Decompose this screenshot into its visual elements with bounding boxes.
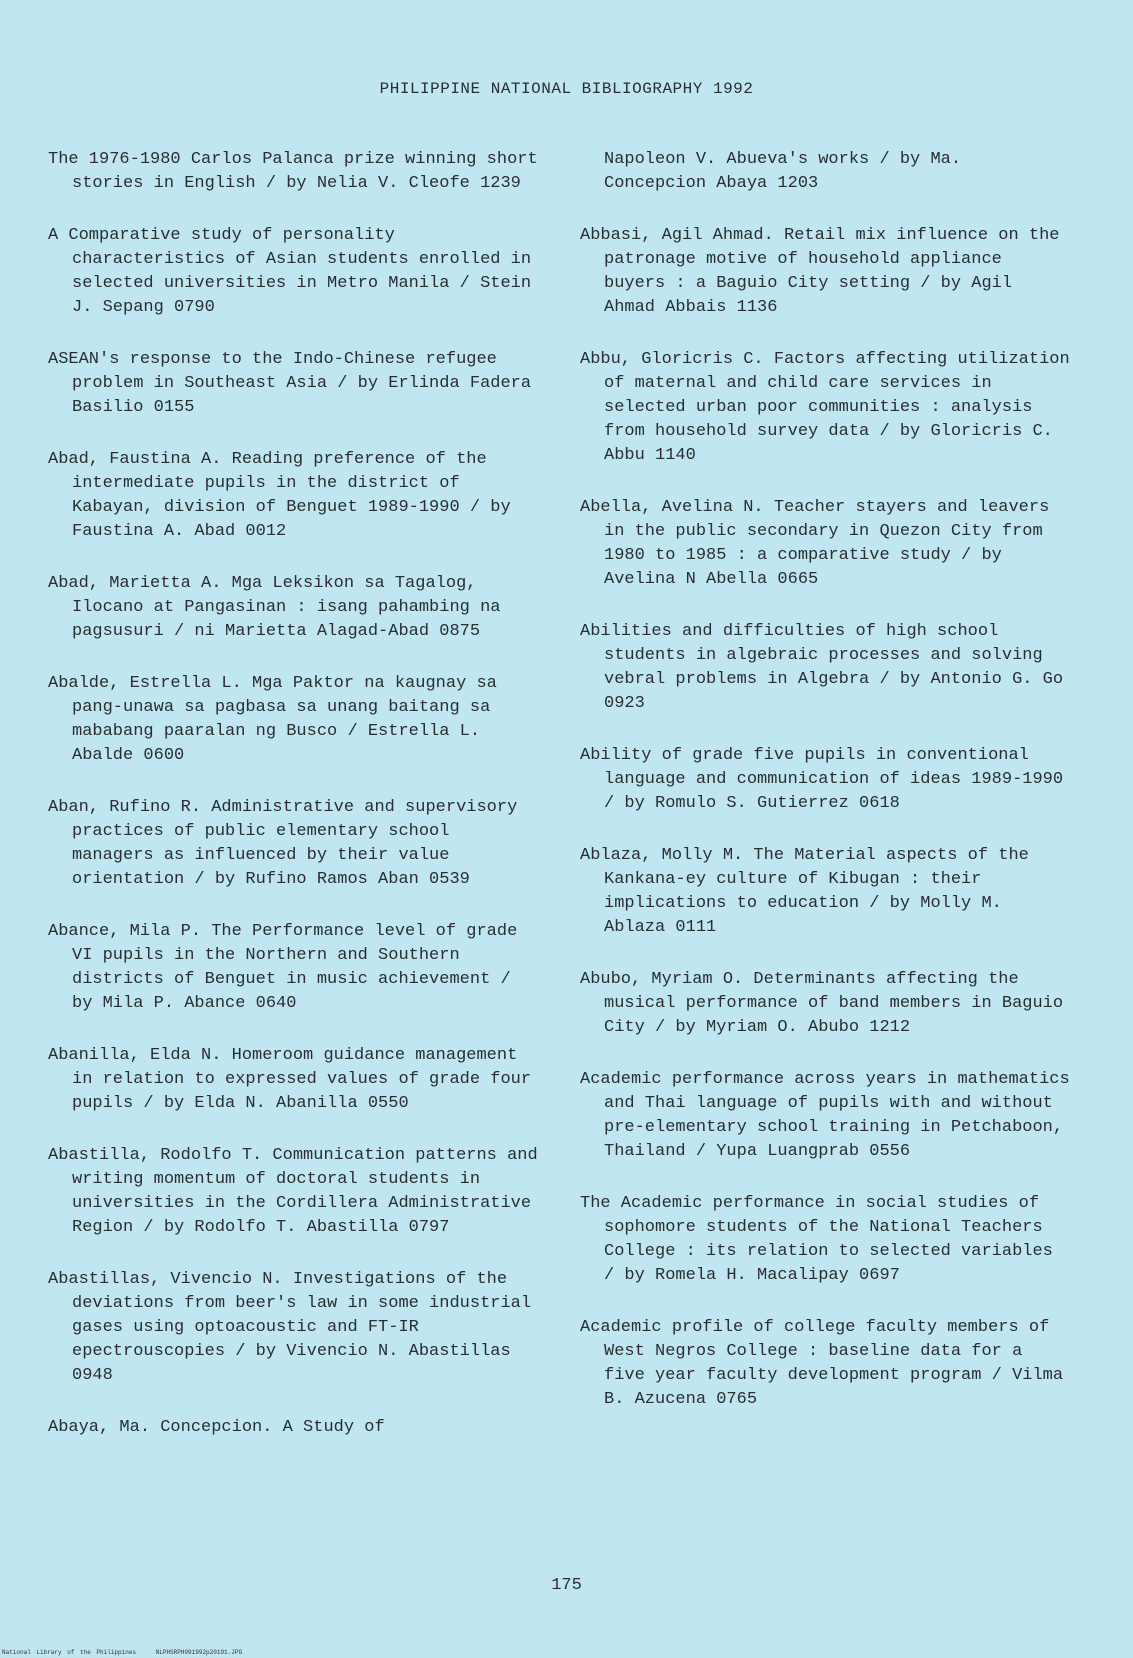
bibliography-entry: Abastillas, Vivencio N. Investigations of the deviations from beer's law in some industrial gases using optoacoustic and FT-IR epectrouscopies / by Vivencio N. Abastillas 0948: [48, 1270, 532, 1385]
right-column: [580, 148, 1072, 1412]
bibliography-entry: Abad, Marietta A. Mga Leksikon sa Tagalog, Ilocano at Pangasinan : isang pahambing na pagsusuri / ni Marietta Alagad-Abad 0875: [48, 574, 501, 641]
bibliography-entry: A Comparative study of personality characteristics of Asian students enrolled in selected universities in Metro Manila / Stein J. Sepang 0790: [48, 226, 532, 317]
left-column: [48, 148, 540, 1440]
footer-file: NLPHSRPH091992p20191.JPG: [155, 1649, 243, 1656]
page-header: PHILIPPINE NATIONAL BIBLIOGRAPHY 1992: [379, 80, 754, 98]
scan-footer: [2, 1649, 256, 1656]
bibliography-entry: Academic profile of college faculty members of West Negros College : baseline data for a five year faculty development program / Vilma B. Azucena 0765: [580, 1318, 1064, 1409]
bibliography-entry: ASEAN's response to the Indo-Chinese refugee problem in Southeast Asia / by Erlinda Fadera Basilio 0155: [48, 350, 532, 417]
bibliography-entry: Abubo, Myriam O. Determinants affecting the musical performance of band members in Baguio City / by Myriam O. Abubo 1212: [580, 970, 1064, 1037]
bibliography-entry-continuation: Napoleon V. Abueva's works / by Ma. Concepcion Abaya 1203: [604, 150, 962, 193]
bibliography-entry: Abalde, Estrella L. Mga Paktor na kaugnay sa pang-unawa sa pagbasa sa unang baitang sa mababang paaralan ng Busco / Estrella L. Abalde 0600: [48, 674, 497, 765]
bibliography-entry: Abella, Avelina N. Teacher stayers and leavers in the public secondary in Quezon City from 1980 to 1985 : a comparative study / by Avelina N Abella 0665: [580, 498, 1050, 589]
footer-library: National Library of the Philippines: [2, 1649, 137, 1656]
bibliography-entry: Academic performance across years in mathematics and Thai language of pupils with and without pre-elementary school training in Petchaboon, Thailand / Yupa Luangprab 0556: [580, 1070, 1070, 1161]
bibliography-entry: Abad, Faustina A. Reading preference of the intermediate pupils in the district of Kabayan, division of Benguet 1989-1990 / by Faustina A. Abad 0012: [48, 450, 511, 541]
bibliography-entry: Abastilla, Rodolfo T. Communication patterns and writing momentum of doctoral students in universities in the Cordillera Administrative Region / by Rodolfo T. Abastilla 0797: [48, 1146, 538, 1237]
bibliography-entry: Abance, Mila P. The Performance level of grade VI pupils in the Northern and Southern districts of Benguet in music achievement / by Mila P. Abance 0640: [48, 922, 518, 1013]
page-number: 175: [551, 1576, 582, 1595]
bibliography-entry: Abilities and difficulties of high school students in algebraic processes and solving vebral problems in Algebra / by Antonio G. Go 0923: [580, 622, 1064, 713]
bibliography-entry: Aban, Rufino R. Administrative and supervisory practices of public elementary school managers as influenced by their value orientation / by Rufino Ramos Aban 0539: [48, 798, 518, 889]
bibliography-entry: Abbu, Gloricris C. Factors affecting utilization of maternal and child care services in selected urban poor communities : analysis from household survey data / by Gloricris C. Abbu 1140: [580, 350, 1070, 465]
bibliography-entry: The 1976-1980 Carlos Palanca prize winning short stories in English / by Nelia V. Cleofe 1239: [48, 150, 538, 193]
bibliography-entry: Abbasi, Agil Ahmad. Retail mix influence on the patronage motive of household appliance buyers : a Baguio City setting / by Agil Ahmad Abbais 1136: [580, 226, 1060, 317]
bibliography-entry: Abaya, Ma. Concepcion. A Study of: [48, 1418, 385, 1437]
bibliography-entry: Ablaza, Molly M. The Material aspects of the Kankana-ey culture of Kibugan : their implications to education / by Molly M. Ablaza 0111: [580, 846, 1029, 937]
bibliography-entry: Ability of grade five pupils in conventional language and communication of ideas 1989-1990 / by Romulo S. Gutierrez 0618: [580, 746, 1064, 813]
bibliography-entry: Abanilla, Elda N. Homeroom guidance management in relation to expressed values of grade four pupils / by Elda N. Abanilla 0550: [48, 1046, 532, 1113]
bibliography-entry: The Academic performance in social studies of sophomore students of the National Teachers College : its relation to selected variables / by Romela H. Macalipay 0697: [580, 1194, 1053, 1285]
